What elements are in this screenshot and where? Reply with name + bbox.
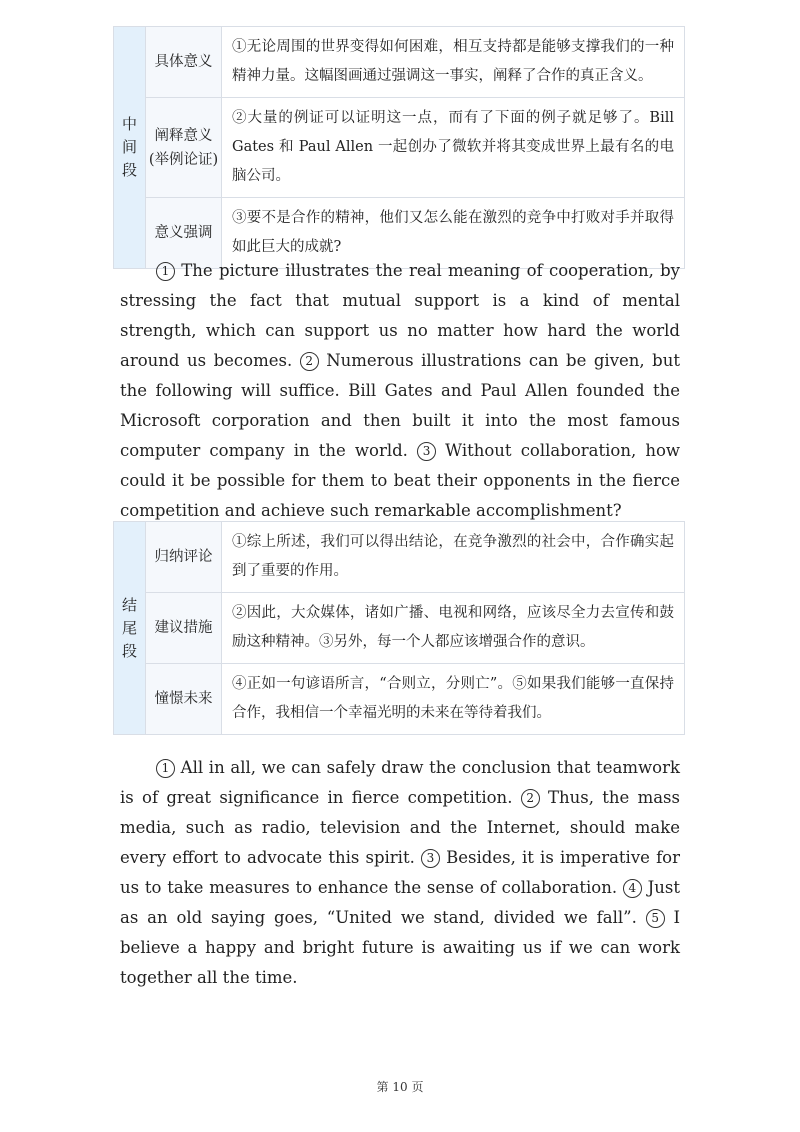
row-content: ①综上所述，我们可以得出结论，在竞争激烈的社会中，合作确实起到了重要的作用。	[222, 522, 685, 593]
english-paragraph-middle	[120, 256, 680, 526]
section-label-ending: 结 尾 段	[114, 522, 146, 735]
row-label: 归纳评论	[146, 522, 222, 593]
sentence: Thus, the mass media, such as radio, television and the Internet, should make every effort to advocate this spirit.	[120, 788, 680, 867]
sentence: The picture illustrates the real meaning of cooperation, by stressing the fact that mutual support is a kind of mental strength, which can support us no matter how hard the world around us becomes.	[120, 261, 680, 370]
page-number: 第 10 页	[376, 1080, 424, 1094]
sentence: Without collaboration, how could it be possible for them to beat their opponents in the fierce competition and achieve such remarkable accomplishment?	[120, 441, 680, 520]
row-label: 意义强调	[146, 198, 222, 269]
circled-number: 2	[521, 789, 540, 808]
circled-number: 2	[300, 352, 319, 371]
row-label: 具体意义	[146, 27, 222, 98]
sentence: Numerous illustrations can be given, but the following will suffice. Bill Gates and Paul Allen founded the Microsoft corporation and then built it into the most famous computer company in the world.	[120, 351, 680, 460]
circled-number: 4	[623, 879, 642, 898]
ending-section-table	[113, 521, 685, 735]
circled-number: 1	[156, 759, 175, 778]
sentence: Just as an old saying goes, “United we stand, divided we fall”.	[120, 878, 680, 927]
row-label: 阐释意义(举例论证)	[146, 98, 222, 198]
row-content: ②大量的例证可以证明这一点，而有了下面的例子就足够了。Bill Gates 和 Paul Allen 一起创办了微软并将其变成世界上最有名的电脑公司。	[222, 98, 685, 198]
row-content: ①无论周围的世界变得如何困难，相互支持都是能够支撑我们的一种精神力量。这幅图画通过强调这一事实，阐释了合作的真正含义。	[222, 27, 685, 98]
sentence: I believe a happy and bright future is awaiting us if we can work together all the time.	[120, 908, 681, 987]
circled-number: 1	[156, 262, 175, 281]
row-content: ④正如一句谚语所言，“合则立，分则亡”。⑤如果我们能够一直保持合作，我相信一个幸福光明的未来在等待着我们。	[222, 664, 685, 735]
row-content: ②因此，大众媒体，诸如广播、电视和网络，应该尽全力去宣传和鼓励这种精神。③另外，每一个人都应该增强合作的意识。	[222, 593, 685, 664]
row-label: 憧憬未来	[146, 664, 222, 735]
sentence: Besides, it is imperative for us to take measures to enhance the sense of collaboration.	[120, 848, 680, 897]
circled-number: 3	[421, 849, 440, 868]
row-label: 建议措施	[146, 593, 222, 664]
section-label-middle: 中 间 段	[114, 27, 146, 269]
circled-number: 5	[646, 909, 665, 928]
circled-number: 3	[417, 442, 436, 461]
english-paragraph-ending	[120, 753, 680, 993]
row-content: ③要不是合作的精神，他们又怎么能在激烈的竞争中打败对手并取得如此巨大的成就?	[222, 198, 685, 269]
sentence: All in all, we can safely draw the conclusion that teamwork is of great significance in fierce competition.	[120, 758, 680, 807]
middle-section-table	[113, 26, 685, 269]
